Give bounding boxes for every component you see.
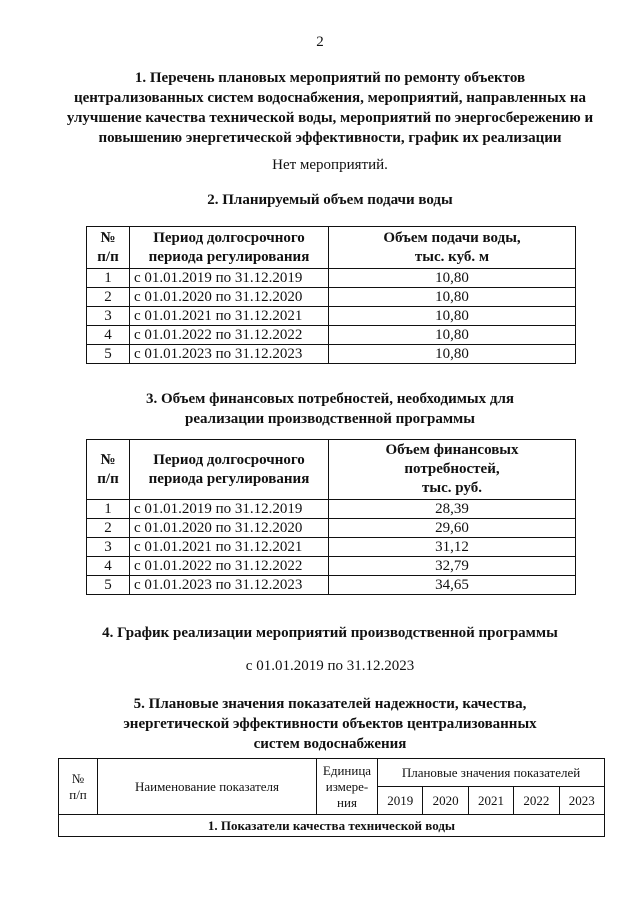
financial-needs-table	[86, 439, 576, 595]
table-row: 3 с 01.01.2021 по 31.12.2021 31,12	[87, 538, 576, 557]
section1-title-line: улучшение качества технической воды, мероприятий по энергосбережению и	[66, 110, 594, 126]
section5-title-line: систем водоснабжения	[253, 736, 407, 752]
table-row: 4 с 01.01.2022 по 31.12.2022 32,79	[87, 557, 576, 576]
section5-title	[40, 694, 620, 754]
section5-title-line: 5. Плановые значения показателей надежности, качества,	[133, 696, 527, 712]
section1-title-line: 1. Перечень плановых мероприятий по ремонту объектов	[134, 70, 526, 86]
header-year: 2019	[378, 787, 423, 815]
table-header-row	[59, 759, 605, 787]
header-num: № п/п	[59, 759, 98, 815]
header-unit: Единица измере- ния	[317, 759, 378, 815]
header-planned-values: Плановые значения показателей	[378, 759, 605, 787]
table-row: 2 с 01.01.2020 по 31.12.2020 29,60	[87, 519, 576, 538]
page-number: 2	[316, 34, 324, 50]
table-header-row	[87, 440, 576, 500]
water-supply-table	[86, 226, 576, 364]
section3-title	[40, 389, 620, 429]
table-row: 4 с 01.01.2022 по 31.12.2022 10,80	[87, 326, 576, 345]
table-row: 2 с 01.01.2020 по 31.12.2020 10,80	[87, 288, 576, 307]
table-row: 1 с 01.01.2019 по 31.12.2019 10,80	[87, 269, 576, 288]
section2-title: 2. Планируемый объем подачи воды	[207, 192, 453, 208]
header-year: 2021	[468, 787, 513, 815]
section3-title-line: 3. Объем финансовых потребностей, необходимых для	[145, 391, 515, 407]
header-indicator-name: Наименование показателя	[98, 759, 317, 815]
header-num: № п/п	[87, 440, 130, 500]
header-num: № п/п	[87, 227, 130, 269]
section1-title-line: централизованных систем водоснабжения, мероприятий, направленных на	[73, 90, 587, 106]
section1-title-line: повышению энергетической эффективности, график их реализации	[98, 130, 562, 146]
header-period: Период долгосрочного периода регулирования	[130, 227, 329, 269]
section5-title-line: энергетической эффективности объектов централизованных	[123, 716, 537, 732]
table-row: 3 с 01.01.2021 по 31.12.2021 10,80	[87, 307, 576, 326]
section3-title-line: реализации производственной программы	[185, 411, 475, 427]
header-period: Период долгосрочного периода регулирования	[130, 440, 329, 500]
header-year: 2023	[559, 787, 604, 815]
table-row: 1 с 01.01.2019 по 31.12.2019 28,39	[87, 500, 576, 519]
header-volume: Объем подачи воды, тыс. куб. м	[329, 227, 576, 269]
header-year: 2022	[514, 787, 559, 815]
table-row: 5 с 01.01.2023 по 31.12.2023 10,80	[87, 345, 576, 364]
section1-note: Нет мероприятий.	[272, 157, 388, 173]
section4-title: 4. График реализации мероприятий производственной программы	[102, 625, 558, 641]
table-header-row	[87, 227, 576, 269]
subsection-title: 1. Показатели качества технической воды	[59, 815, 605, 837]
table-row: 5 с 01.01.2023 по 31.12.2023 34,65	[87, 576, 576, 595]
section4-period: с 01.01.2019 по 31.12.2023	[245, 658, 415, 674]
section1-title	[40, 68, 620, 148]
indicators-table	[58, 758, 605, 837]
header-financial: Объем финансовых потребностей, тыс. руб.	[329, 440, 576, 500]
table-section-row	[59, 815, 605, 837]
header-year: 2020	[423, 787, 468, 815]
